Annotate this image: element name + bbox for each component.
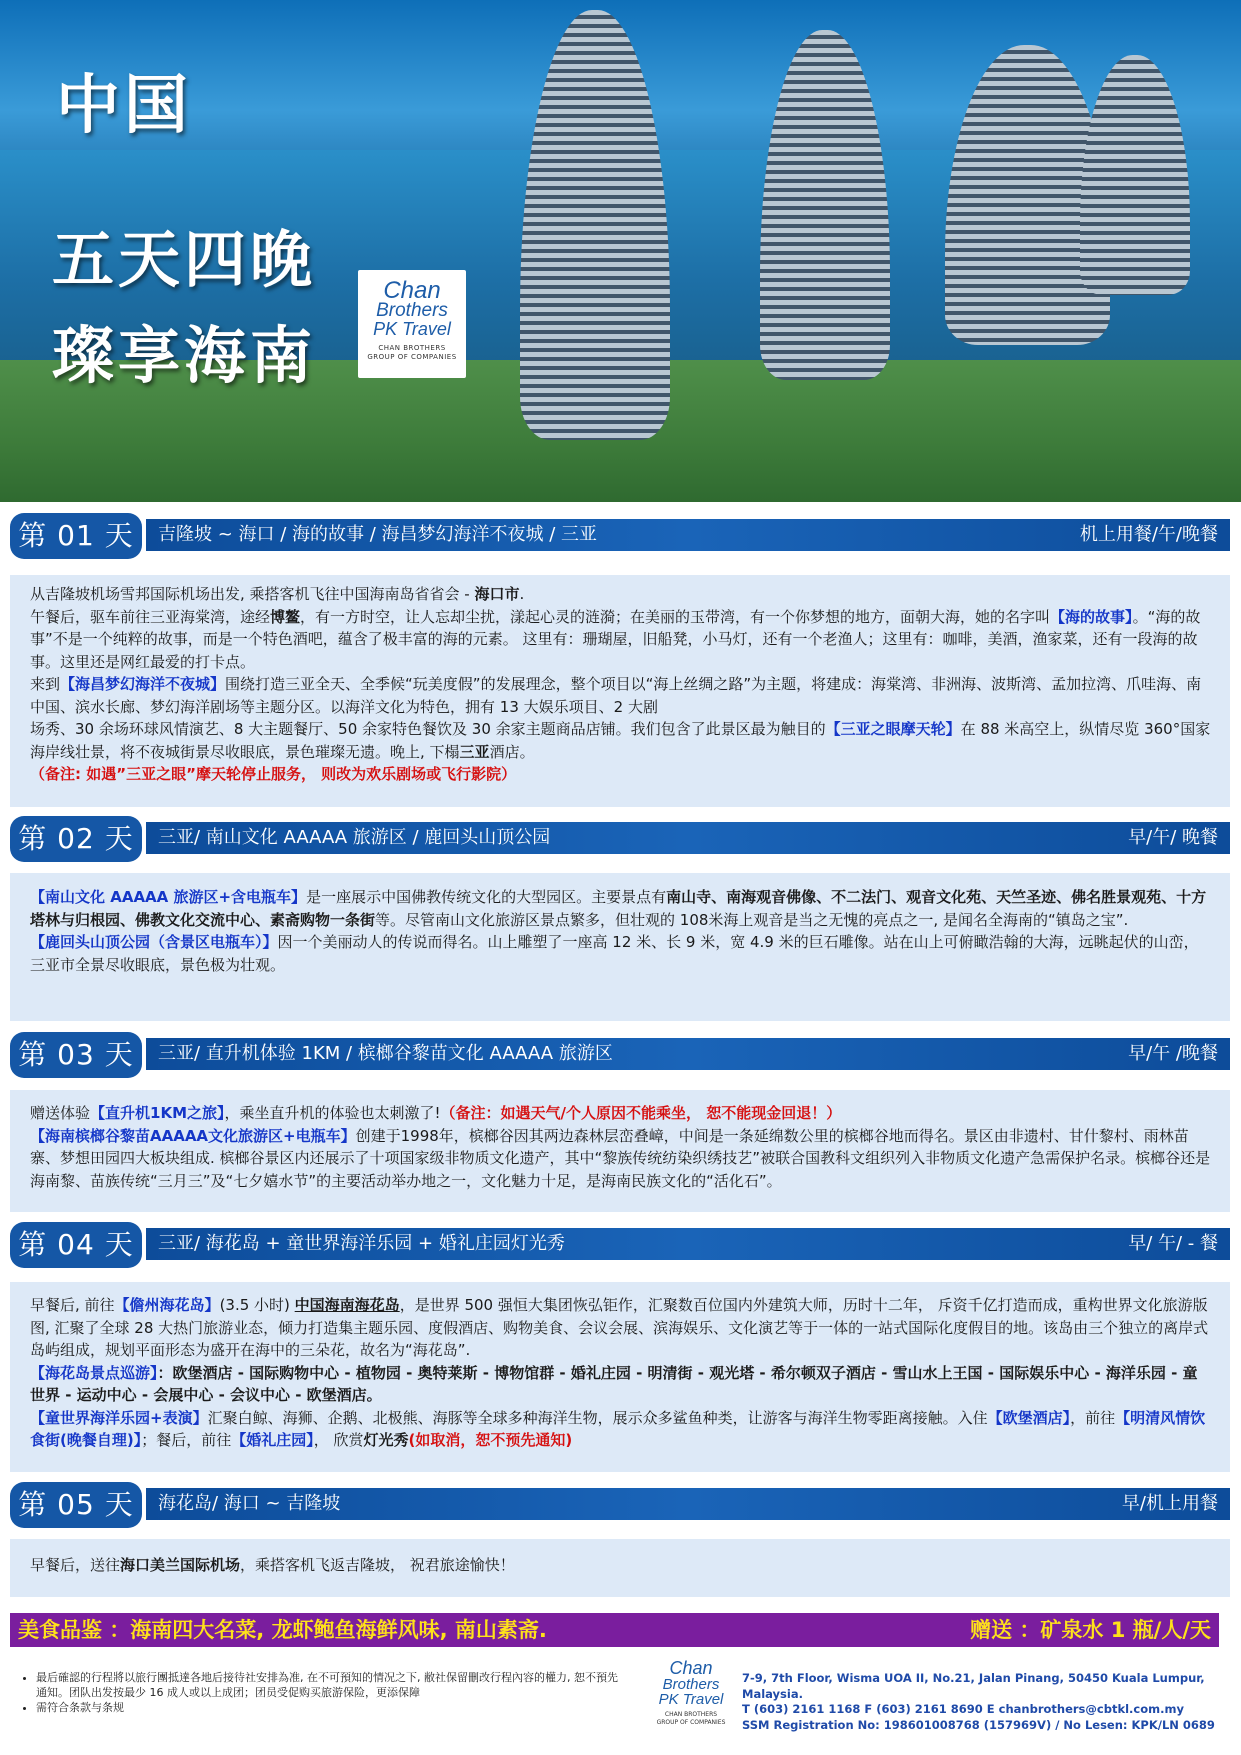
footer-contact [742, 1671, 1222, 1733]
company-logo: Chan Brothers PK Travel CHAN BROTHERS GROUP OF COMPANIES [358, 270, 466, 378]
day-3-body: 赠送体验【直升机1KM之旅】，乘坐直升机的体验也太刺激了!（备注：如遇天气/个人原因不能乘坐， 恕不能现金回退！） 【海南槟榔谷黎苗AAAAA文化旅游区+电瓶车】创建于1998年，槟榔谷因其两边森林层峦叠嶂，中间是一条延绵数公里的槟榔谷地而得名。景区由非遗村、甘什黎村、雨林苗寨、梦想田园四大板块组成. 槟榔谷景区内还展示了十项国家级非物质文化遗产，其中“黎族传统纺染织绣技艺”被联合国教科文组织列入非物质文化遗产急需保护名录。槟榔谷还是海南黎、苗族传统“三月三”及“七夕嬉水节”的主要活动举办地之一，文化魅力十足，是海南民族文化的“活化石”。 [10, 1090, 1230, 1212]
footer-notes [22, 1670, 622, 1715]
day-4-route-bar [146, 1228, 1230, 1260]
food-highlight-bar [10, 1613, 1219, 1647]
footer-note: • 需符合条款与条规 [36, 1700, 622, 1715]
day-3-meals: 早/午 /晚餐 [1128, 1043, 1218, 1064]
food-highlight: 美食品鉴 ：海南四大名菜, 龙虾鲍鱼海鲜风味, 南山素斋. [18, 1618, 547, 1642]
day-2-body: 【南山文化 AAAAA 旅游区+含电瓶车】是一座展示中国佛教传统文化的大型园区。主要景点有南山寺、南海观音佛像、不二法门、观音文化苑、天竺圣迹、佛名胜景观苑、十方塔林与归根园、佛教文化交流中心、素斋购物一条街等。尽管南山文化旅游区景点繁多，但壮观的 108米海上观音是当之无愧的亮点之一, 是闻名全海南的“镇岛之宝”. 【鹿回头山顶公园（含景区电瓶车）】因一个美丽动人的传说而得名。山上雕塑了一座高 12 米、长 9 米，宽 4.9 米的巨石雕像。站在山上可俯瞰浩翰的大海，远眺起伏的山峦，三亚市全景尽收眼底，景色极为壮观。 [10, 873, 1230, 1021]
day-3-route: 三亚/ 直升机体验 1KM / 槟榔谷黎苗文化 AAAAA 旅游区 [158, 1043, 613, 1064]
day-4-meals: 早/ 午/ - 餐 [1128, 1233, 1218, 1254]
day-4-route: 三亚/ 海花岛 + 童世界海洋乐园 + 婚礼庄园灯光秀 [158, 1233, 565, 1254]
day-5-meals: 早/机上用餐 [1121, 1493, 1218, 1514]
footer-phone: T (603) 2161 1168 F (603) 2161 8690 E chanbrothers@cbtkl.com.my [742, 1702, 1184, 1716]
day-1-body: 从吉隆坡机场雪邦国际机场出发, 乘搭客机飞往中国海南岛省省会 - 海口市. 午餐后，驱车前往三亚海棠湾，途经博鳌，有一方时空，让人忘却尘扰，漾起心灵的涟漪；在美丽的玉带湾，有一个你梦想的地方，面朝大海，她的名字叫【海的故事】。“海的故事”不是一个纯粹的故事，而是一个特色酒吧，蕴含了极丰富的海的元素。 这里有：珊瑚屋，旧船凳，小马灯，还有一个老渔人；这里有：咖啡，美酒，渔家菜，还有一段海的故事。这里还是网红最爱的打卡点。 来到【海昌梦幻海洋不夜城】围绕打造三亚全天、全季候“玩美度假”的发展理念，整个项目以“海上丝绸之路”为主题，将建成：海棠湾、非洲海、波斯湾、孟加拉湾、爪哇海、南中国、滨水长廊、梦幻海洋剧场等主题分区。以海洋文化为特色，拥有 13 大娱乐项目、2 大剧 场秀、30 余场环球风情演艺、8 大主题餐厅、50 余家特色餐饮及 30 余家主题商品店铺。我们包含了此景区最为触目的【三亚之眼摩天轮】在 88 米高空上，纵情尽览 360°国家海岸线壮景，将不夜城街景尽收眼底，景色璀璨无遗。晚上, 下榻三亚酒店。 （备注: 如遇”三亚之眼”摩天轮停止服务， 则改为欢乐剧场或飞行影院） [10, 575, 1230, 807]
day-4-label: 第 04 天 [10, 1222, 142, 1268]
footer-address: 7-9, 7th Floor, Wisma UOA II, No.21, Jalan Pinang, 50450 Kuala Lumpur, Malaysia. [742, 1671, 1205, 1701]
day-1-route-bar [146, 519, 1230, 551]
footer-registration: SSM Registration No: 198601008768 (157969V) / No Lesen: KPK/LN 0689 [742, 1717, 1215, 1732]
day-5-body: 早餐后，送往海口美兰国际机场，乘搭客机飞返吉隆坡， 祝君旅途愉快！ [10, 1539, 1230, 1597]
footer-note: • 最后確認的行程將以旅行團抵達各地后接待社安排為准, 在不可預知的情况之下, 敝社保留刪改行程內容的權力, 恕不預先通知。团队出发按最少 16 成人或以上成团；团员受促购买旅游保险，更添保障 [36, 1670, 622, 1700]
day-2-route: 三亚/ 南山文化 AAAAA 旅游区 / 鹿回头山顶公园 [158, 827, 551, 848]
day-2-meals: 早/午/ 晚餐 [1128, 827, 1218, 848]
day-1-note: （备注: 如遇”三亚之眼”摩天轮停止服务， 则改为欢乐剧场或飞行影院） [30, 765, 517, 783]
day-3-route-bar [146, 1038, 1230, 1070]
day-1-route: 吉隆坡 ~ 海口 / 海的故事 / 海昌梦幻海洋不夜城 / 三亚 [158, 524, 598, 545]
day-2-label: 第 02 天 [10, 816, 142, 862]
day-5-route-bar [146, 1488, 1230, 1520]
day-1-meals: 机上用餐/午/晚餐 [1079, 524, 1218, 545]
footer-logo: Chan Brothers PK Travel CHAN BROTHERS GROUP OF COMPANIES [656, 1658, 726, 1726]
tower-image [1080, 55, 1190, 295]
tower-image [760, 30, 890, 380]
day-3-label: 第 03 天 [10, 1032, 142, 1078]
complimentary-gift: 赠送 ：矿泉水 1 瓶/人/天 [970, 1618, 1211, 1642]
hero-theme: 璨享海南 [52, 319, 317, 392]
day-5-label: 第 05 天 [10, 1482, 142, 1528]
day-1-label: 第 01 天 [10, 513, 142, 559]
day-2-route-bar [146, 822, 1230, 854]
hero-banner [0, 0, 1241, 502]
day-4-body: 早餐后, 前往【儋州海花岛】(3.5 小时) 中国海南海花岛，是世界 500 强恒大集团恢弘钜作，汇聚数百位国内外建筑大师，历时十二年， 斥资千亿打造而成，重构世界文化旅游版图, 汇聚了全球 28 大热门旅游业态，倾力打造集主题乐园、度假酒店、购物美食、会议会展、滨海娱乐、文化演艺等于一体的一站式国际化度假目的地。该岛由三个独立的离岸式岛屿组成，规划平面形态为盛开在海中的三朵花，故名为“海花岛”. 【海花岛景点巡游】：欧堡酒店 - 国际购物中心 - 植物园 - 奥特莱斯 - 博物馆群 - 婚礼庄园 - 明清街 - 观光塔 - 希尔顿双子酒店 - 雪山水上王国 - 国际娱乐中心 - 海洋乐园 - 童世界 - 运动中心 - 会展中心 - 会议中心 - 欧堡酒店。 【童世界海洋乐园+表演】汇聚白鲸、海狮、企鹅、北极熊、海豚等全球多种海洋生物，展示众多鲨鱼种类，让游客与海洋生物零距离接触。入住【欧堡酒店】，前往【明清风情饮食街(晚餐自理)】；餐后，前往【婚礼庄园】， 欣赏灯光秀(如取消，恕不预先通知) [10, 1282, 1230, 1472]
tower-image [520, 10, 670, 440]
day-5-route: 海花岛/ 海口 ~ 吉隆坡 [158, 1493, 341, 1514]
hero-duration: 五天四晚 [52, 223, 317, 296]
hero-country: 中国 [56, 69, 192, 143]
